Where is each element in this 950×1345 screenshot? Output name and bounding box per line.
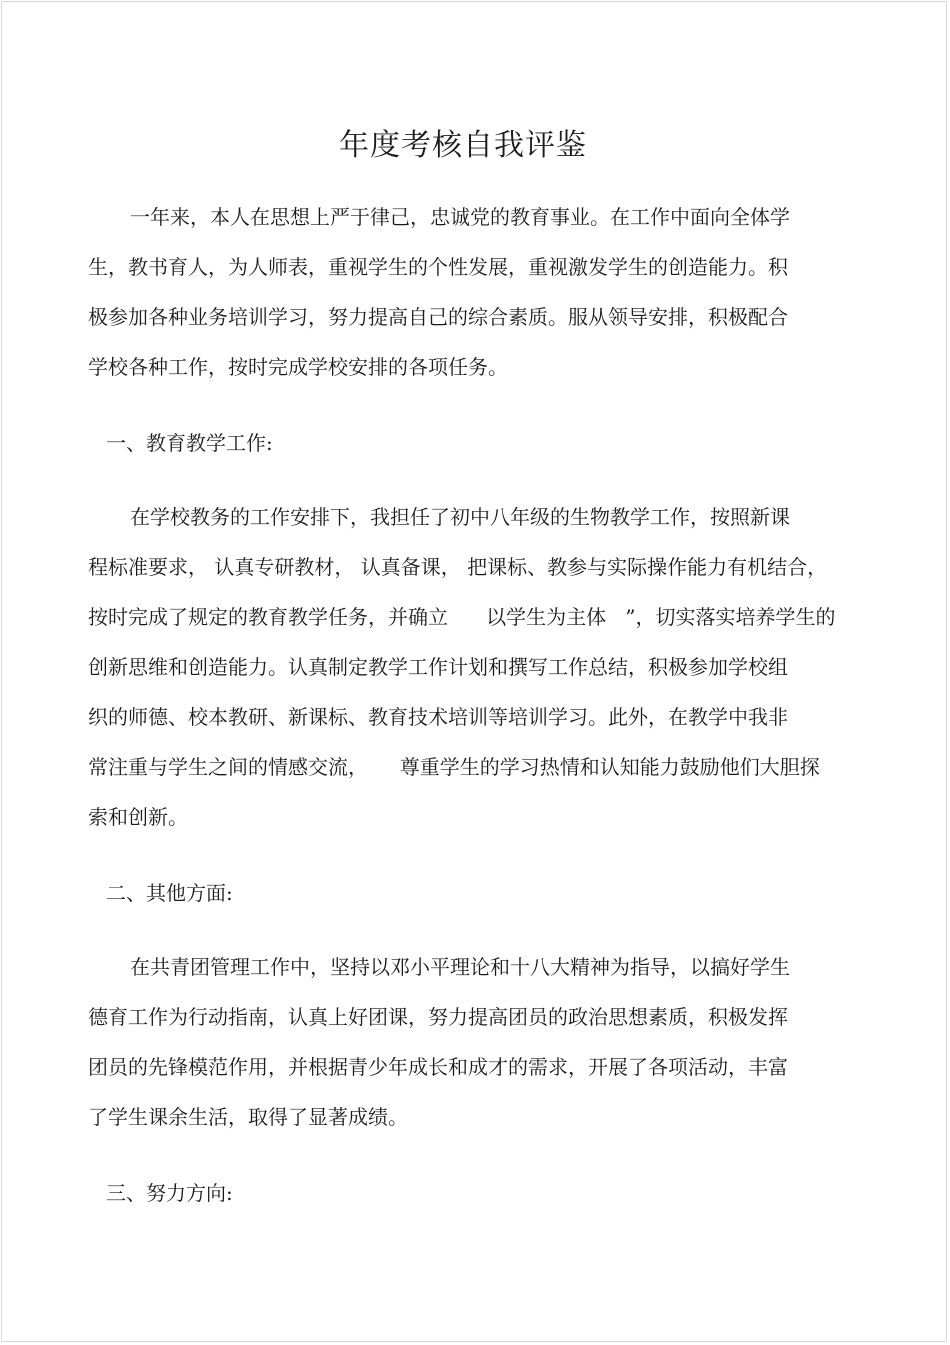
section2-line: 团员的先锋模范作用，并根据青少年成长和成才的需求，开展了各项活动，丰富 (88, 1055, 788, 1079)
intro-line: 极参加各种业务培训学习，努力提高自己的综合素质。服从领导安排，积极配合 (88, 305, 788, 329)
section1-line: 创新思维和创造能力。认真制定教学工作计划和撰写工作总结，积极参加学校组 (88, 655, 788, 679)
intro-line: 学校各种工作，按时完成学校安排的各项任务。 (88, 355, 508, 379)
section2-line: 了学生课余生活，取得了显著成绩。 (88, 1105, 408, 1129)
section1-line: 在学校教务的工作安排下，我担任了初中八年级的生物教学工作，按照新课 (130, 505, 790, 529)
section-heading-other: 二、其他方面: (106, 881, 233, 905)
intro-line: 生，教书育人，为人师表，重视学生的个性发展，重视激发学生的创造能力。积 (88, 255, 788, 279)
document-page (1, 1, 947, 1342)
section2-line: 在共青团管理工作中，坚持以邓小平理论和十八大精神为指导，以搞好学生 (130, 955, 790, 979)
section2-line: 德育工作为行动指南，认真上好团课，努力提高团员的政治思想素质，积极发挥 (88, 1005, 788, 1029)
section-heading-direction: 三、努力方向: (106, 1181, 233, 1205)
intro-line: 一年来，本人在思想上严于律己，忠诚党的教育事业。在工作中面向全体学 (130, 205, 790, 229)
section1-line: 按时完成了规定的教育教学任务，并确立 以学生为主体 ”，切实落实培养学生的 (88, 605, 836, 629)
section1-line: 索和创新。 (88, 805, 188, 829)
document-title: 年度考核自我评鉴 (339, 128, 587, 163)
section-heading-teaching: 一、教育教学工作: (106, 431, 273, 455)
section1-line: 织的师德、校本教研、新课标、教育技术培训等培训学习。此外，在教学中我非 (88, 705, 788, 729)
section1-line: 程标准要求， 认真专研教材， 认真备课， 把课标、教参与实际操作能力有机结合， (88, 555, 828, 579)
section1-line: 常注重与学生之间的情感交流， 尊重学生的学习热情和认知能力鼓励他们大胆探 (88, 755, 820, 779)
